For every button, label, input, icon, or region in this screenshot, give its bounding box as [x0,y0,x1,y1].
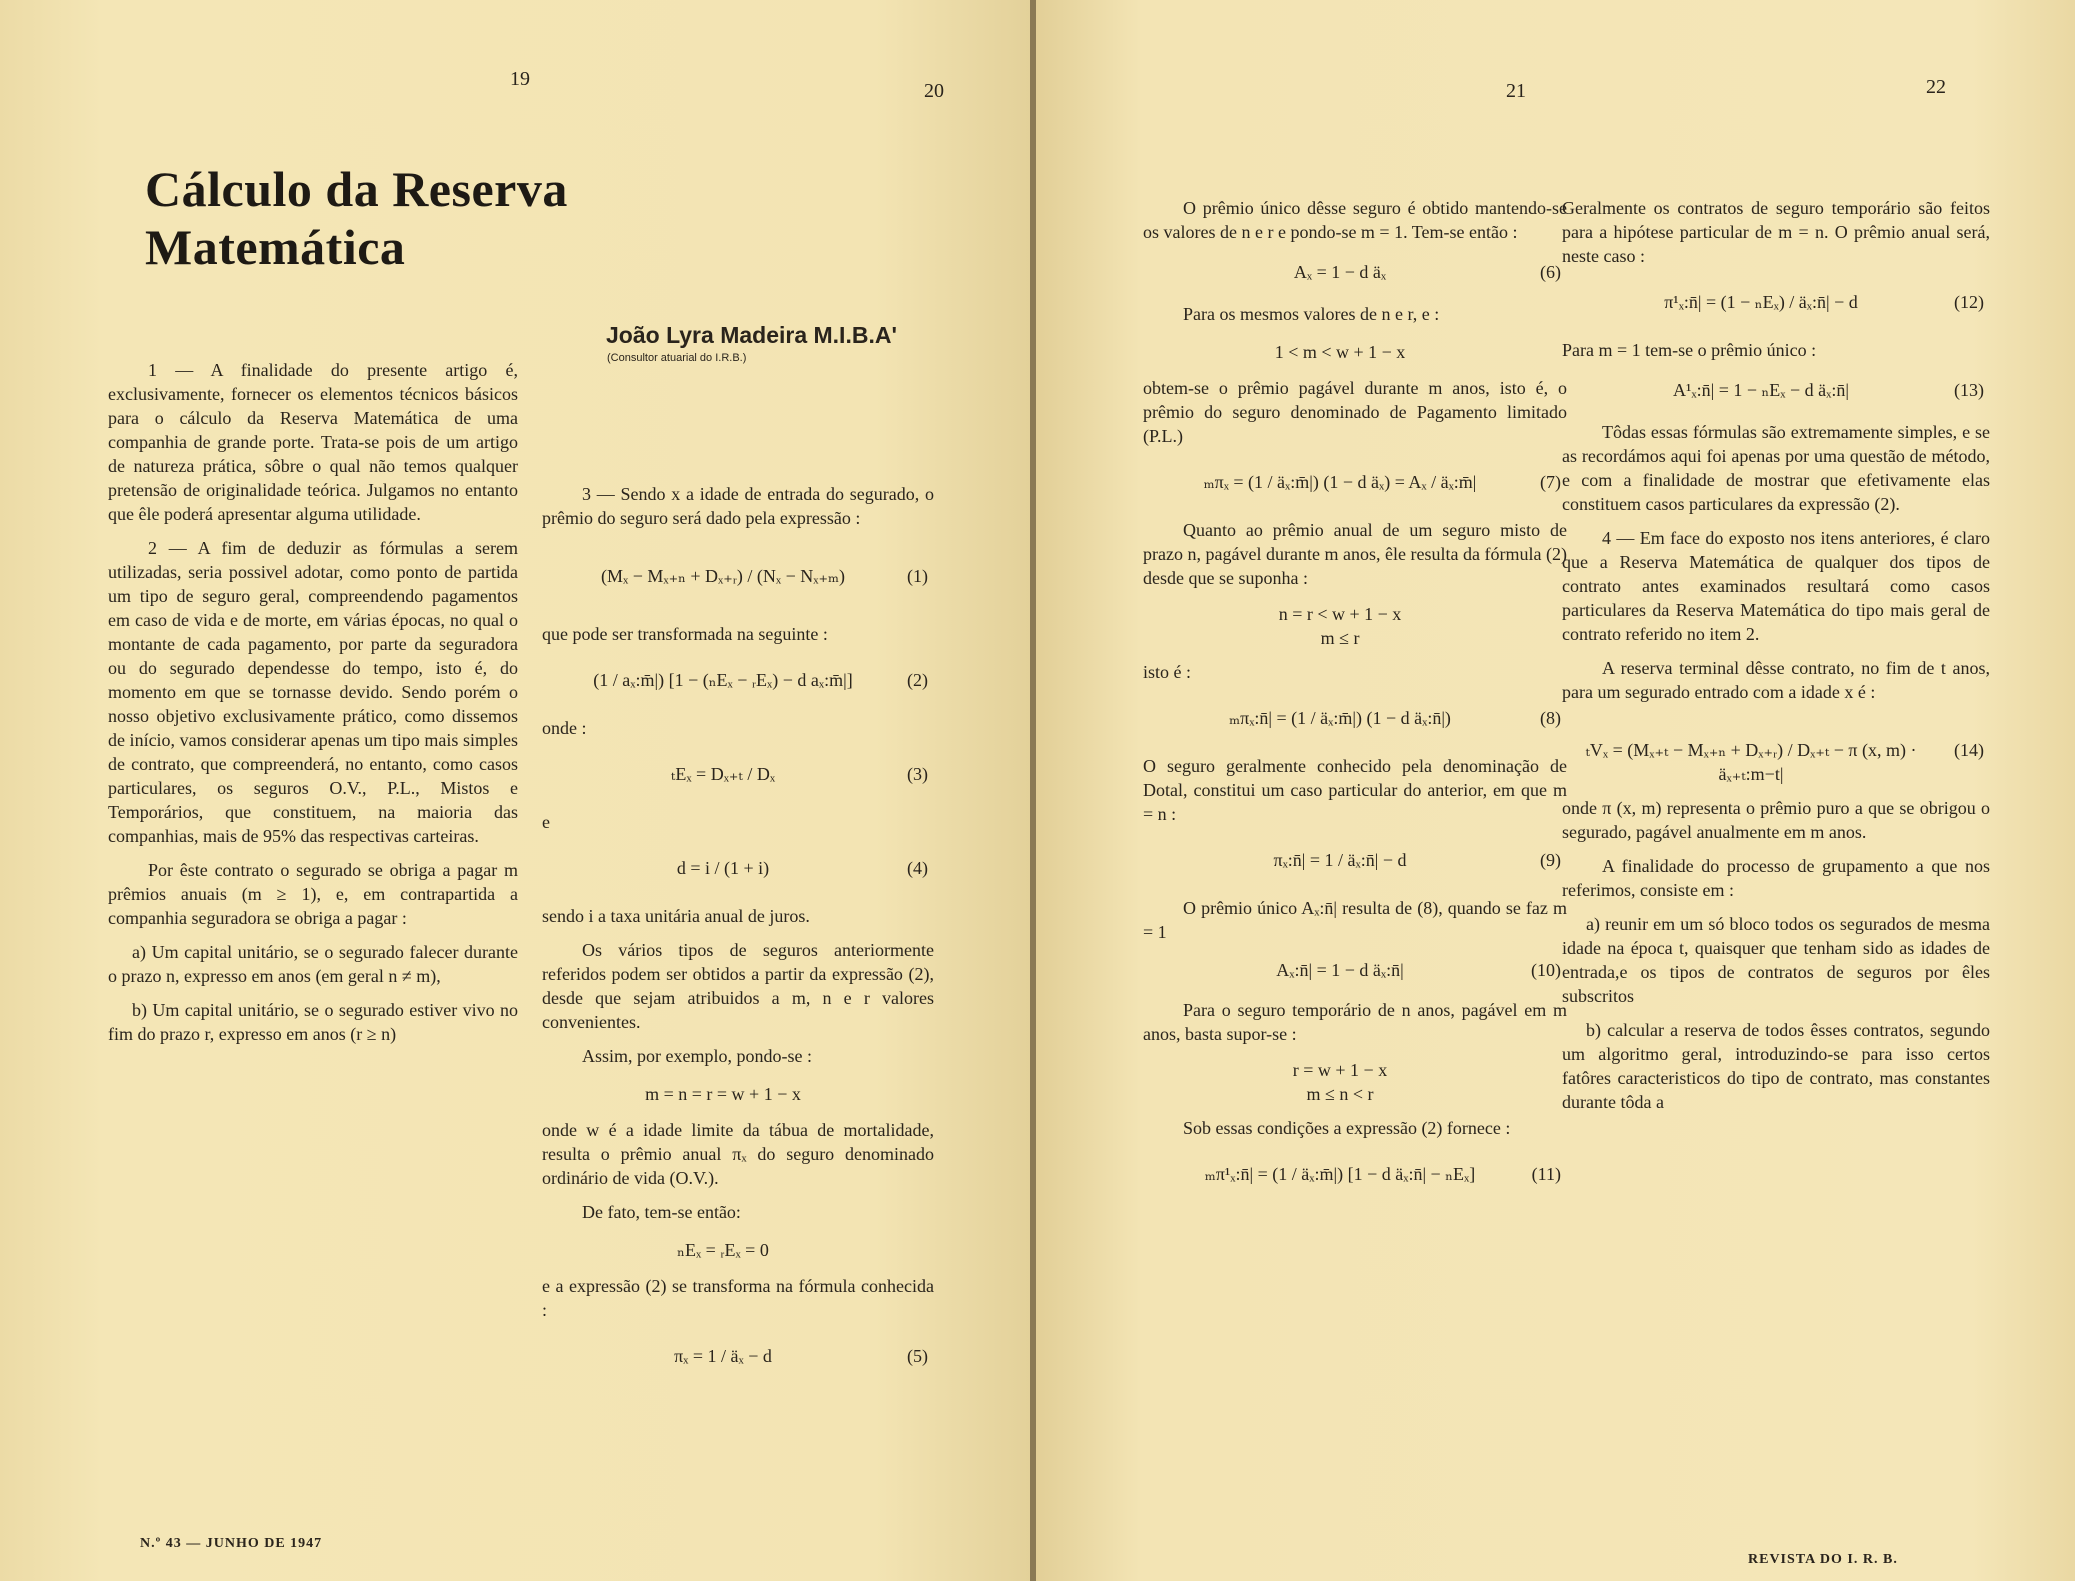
paragraph: O prêmio único dêsse seguro é obtido mantendo-se os valores de n e r e pondo-se m = 1. Tem-se então : [1143,198,1567,242]
equation-formula: Aₓ:n̄| = 1 − d äₓ:n̄| [1276,960,1404,980]
paragraph: Para o seguro temporário de n anos, pagável em m anos, basta supor-se : [1143,1000,1567,1044]
equation-formula: Aₓ = 1 − d äₓ [1293,262,1387,282]
equation [542,1078,934,1110]
equation-formula: ₙEₓ = ᵣEₓ = 0 [677,1240,769,1260]
page-number-21: 21 [1506,80,1526,102]
equation [1562,278,1990,330]
list-item: a) reunir em um só bloco todos os segurados de mesma idade na época t, quaisquer que tenham sido as idades de entrada,e os tipos de contratos de seguros por êles subscritos [1562,914,1990,1006]
paragraph: Geralmente os contratos de seguro temporário são feitos para a hipótese particular de m = n. O prêmio anual será, neste caso : [1562,198,1990,266]
paragraph: onde : [542,718,587,738]
column-3 [1143,196,1567,1210]
list-item: b) calcular a reserva de todos êsses contratos, segundo um algoritmo geral, introduzindo-se para isso certos fatôres caracteristicos do tipo de contrato, mas constantes durante tôda a [1562,1020,1990,1112]
paragraph: isto é : [1143,662,1191,682]
paragraph: Tôdas essas fórmulas são extremamente simples, e se as recordámos aqui foi apenas por uma questão de método, e com a finalidade de mostrar que efetivamente elas constituem casos particulares da expressão (2). [1562,422,1990,514]
paragraph: A reserva terminal dêsse contrato, no fim de t anos, para um segurado entrado com a idade x é : [1562,658,1990,702]
paragraph: onde π (x, m) representa o prêmio puro a que se obrigou o segurado, pagável anualmente em m anos. [1562,798,1990,842]
equation [542,1234,934,1266]
equation-number: (14) [1954,740,1984,760]
equation-formula: ₘπₓ = (1 / äₓ:m̄|) (1 − d äₓ) = Aₓ / äₓ:m̄| [1203,472,1477,492]
equation-formula: r = w + 1 − x [1292,1060,1388,1080]
footer-issue: N.º 43 — JUNHO DE 1947 [140,1536,323,1551]
paragraph: A finalidade do processo de grupamento a que nos referimos, consiste em : [1562,856,1990,900]
equation [1143,1082,1567,1108]
paragraph: obtem-se o prêmio pagável durante m anos, isto é, o prêmio do seguro denominado de Pagamento limitado (P.L.) [1143,378,1567,446]
paragraph: e [542,812,550,832]
equation [542,844,934,896]
paragraph: e a expressão (2) se transforma na fórmula conhecida : [542,1276,934,1320]
author-affiliation: (Consultor atuarial do I.R.B.) [607,352,747,364]
paragraph: Quanto ao prêmio anual de um seguro misto de prazo n, pagável durante m anos, êle resulta da fórmula (2) desde que se suponha : [1143,520,1567,588]
right-page [1036,0,2075,1581]
equation [1143,1150,1567,1202]
equation [542,1332,934,1384]
equation-formula: π¹ₓ:n̄| = (1 − ₙEₓ) / äₓ:n̄| − d [1664,292,1858,312]
paragraph: Por êste contrato o segurado se obriga a pagar m prêmios anuais (m ≥ 1), e, em contrapartida a companhia seguradora se obriga a pagar : [108,860,518,928]
equation [1143,694,1567,746]
equation-number: (2) [907,670,928,690]
equation-formula: d = i / (1 + i) [676,858,770,878]
page-number-20: 20 [924,80,944,102]
list-item: b) Um capital unitário, se o segurado estiver vivo no fim do prazo r, expresso em anos (r ≥ n) [108,1000,518,1044]
equation-formula: ₘπ¹ₓ:n̄| = (1 / äₓ:m̄|) [1 − d äₓ:n̄| − ₙEₓ] [1204,1164,1476,1184]
equation-number: (11) [1531,1164,1561,1184]
equation-formula: m ≤ r [1320,628,1360,648]
paragraph: Para m = 1 tem-se o prêmio único : [1562,340,1817,360]
equation [1562,372,1990,412]
equation-formula: (1 / aₓ:m̄|) [1 − (ₙEₓ − ᵣEₓ) − d aₓ:m̄|] [593,670,853,690]
paragraph: Para os mesmos valores de n e r, e : [1183,304,1440,324]
paragraph: O prêmio único Aₓ:n̄| resulta de (8), quando se faz m = 1 [1143,898,1567,942]
column-1 [108,358,518,1056]
equation [542,750,934,802]
equation-formula: m = n = r = w + 1 − x [645,1084,801,1104]
equation-number: (8) [1540,708,1561,728]
equation [1562,714,1990,788]
paragraph: Assim, por exemplo, pondo-se : [582,1046,812,1066]
paragraph: De fato, tem-se então: [582,1202,741,1222]
equation-formula: 1 < m < w + 1 − x [1274,342,1406,362]
equation [1143,1056,1567,1082]
list-item: a) Um capital unitário, se o segurado falecer durante o prazo n, expresso em anos (em geral n ≠ m), [108,942,518,986]
column-2 [542,482,934,1392]
equation [1143,836,1567,888]
page-number-22: 22 [1926,76,1946,98]
equation-number: (3) [907,764,928,784]
paragraph: O seguro geralmente conhecido pela denominação de Dotal, constitui um caso particular do anterior, em que m = n : [1143,756,1567,824]
footer-journal: REVISTA DO I. R. B. [1748,1552,1898,1567]
equation [1143,626,1567,652]
equation-number: (1) [907,566,928,586]
paragraph: 1 — A finalidade do presente artigo é, exclusivamente, fornecer os elementos técnicos básicos para o cálculo da Reserva Matemática de uma companhia de grande porte. Trata-se pois de um artigo de natureza prática, sôbre o qual não temos qualquer pretensão de originalidade teórica. Julgamos no entanto que êle poderá apresentar alguma utilidade. [108,360,518,524]
equation-formula: ₘπₓ:n̄| = (1 / äₓ:m̄|) (1 − d äₓ:n̄|) [1229,708,1451,728]
equation [1143,954,1567,990]
equation-formula: ₜEₓ = Dₓ₊ₜ / Dₓ [670,764,776,784]
paragraph: Os vários tipos de seguros anteriormente referidos podem ser obtidos a partir da expressão (2), desde que sejam atribuidos a m, n e r valores convenientes. [542,940,934,1032]
equation-formula: πₓ:n̄| = 1 / äₓ:n̄| − d [1273,850,1407,870]
equation-formula: A¹ₓ:n̄| = 1 − ₙEₓ − d äₓ:n̄| [1673,380,1849,400]
paragraph: 3 — Sendo x a idade de entrada do segurado, o prêmio do seguro será dado pela expressão : [542,484,934,528]
paragraph: 2 — A fim de deduzir as fórmulas a serem utilizadas, seria possivel adotar, como ponto de partida um tipo de seguro geral, compreendendo pagamentos em caso de vida e de morte, em várias épocas, no qual o montante de cada pagamento, por parte da seguradora ou do segurado dependesse do tempo, isto é, do momento em que se tornasse devido. Sendo porém o nosso objetivo exclusivamente prático, como dissemos de início, vamos considerar apenas um tipo mais simples de contrato, que compreenderá, no entanto, como casos particulares, os seguros O.V., P.L., Mistos e Temporários, que constituem, na maioria das companhias, mais de 95% das respectivas carteiras. [108,538,518,846]
equation-number: (6) [1540,262,1561,282]
equation-number: (5) [907,1346,928,1366]
equation-formula: n = r < w + 1 − x [1278,604,1402,624]
equation [1143,458,1567,510]
paragraph: sendo i a taxa unitária anual de juros. [542,906,810,926]
equation [1143,254,1567,294]
paragraph: que pode ser transformada na seguinte : [542,624,828,644]
equation [542,540,934,614]
article-title: Cálculo da Reserva Matemática [145,161,568,275]
equation [542,656,934,708]
author-name: João Lyra Madeira M.I.B.A' [606,322,897,348]
equation-number: (10) [1531,960,1561,980]
equation-formula: πₓ = 1 / äₓ − d [674,1346,772,1366]
equation-formula: m ≤ n < r [1306,1084,1374,1104]
paragraph: 4 — Em face do exposto nos itens anteriores, é claro que a Reserva Matemática de qualquer dos tipos de contrato antes examinados resultará como casos particulares da Reserva Matemática do tipo mais geral de contrato referido no item 2. [1562,528,1990,644]
equation-number: (12) [1954,292,1984,312]
equation-formula: ₜVₓ = (Mₓ₊ₜ − Mₓ₊ₙ + Dₓ₊ᵣ) / Dₓ₊ₜ − π (x, m) · äₓ₊ₜ:m−t| [1585,740,1917,784]
equation [1143,600,1567,626]
equation-number: (13) [1954,380,1984,400]
paragraph: onde w é a idade limite da tábua de mortalidade, resulta o prêmio anual πₓ do seguro denominado ordinário de vida (O.V.). [542,1120,934,1188]
left-page [0,0,1030,1581]
column-4 [1562,196,1990,1124]
equation-number: (4) [907,858,928,878]
paragraph: Sob essas condições a expressão (2) fornece : [1183,1118,1511,1138]
equation-number: (9) [1540,850,1561,870]
equation-formula: (Mₓ − Mₓ₊ₙ + Dₓ₊ᵣ) / (Nₓ − Nₓ₊ₘ) [600,566,845,586]
equation-number: (7) [1540,472,1561,492]
equation [1143,336,1567,368]
page-number-19: 19 [510,68,530,90]
